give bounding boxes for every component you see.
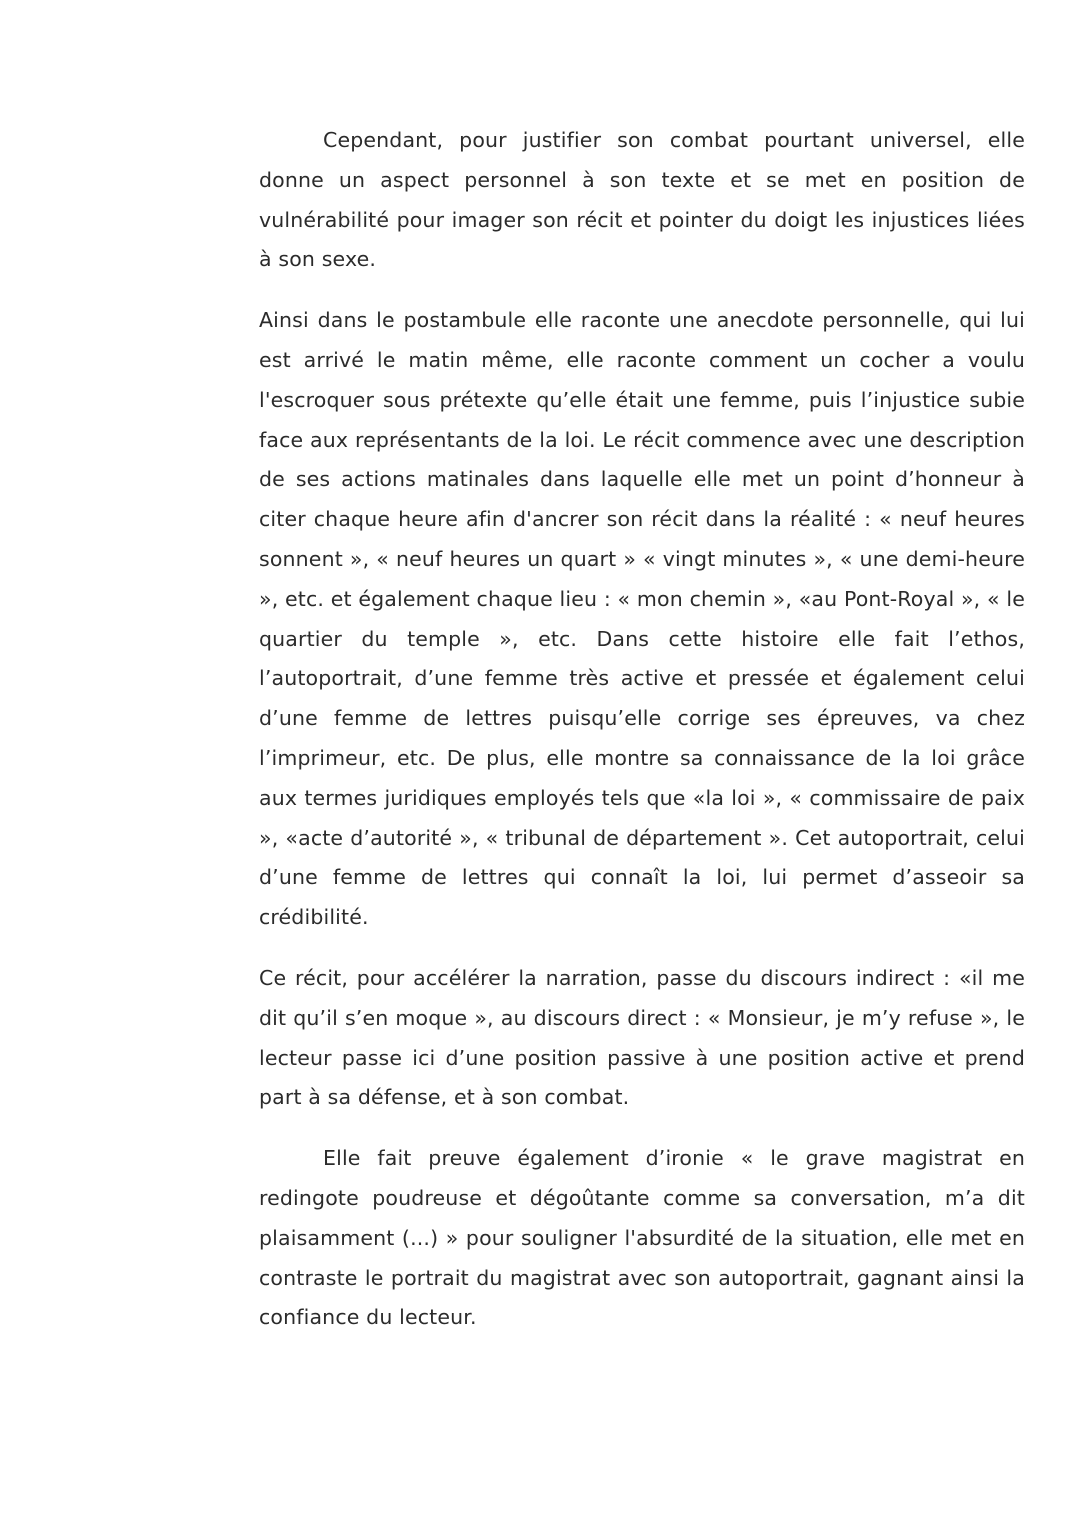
paragraph-spacer — [259, 1118, 1025, 1139]
paragraph-4: Elle fait preuve également d’ironie « le grave magistrat en redingote poudreuse et dégoûtante comme sa conversation, m’a dit plaisamment (...) » pour souligner l'absurdité de la situation, elle met en contraste le portrait du magistrat avec son autoportrait, gagnant ainsi la confiance du lecteur. — [259, 1146, 1025, 1330]
paragraph-spacer — [259, 280, 1025, 301]
paragraph-3: Ce récit, pour accélérer la narration, passe du discours indirect : «il me dit qu’il s’en moque », au discours direct : « Monsieur, je m’y refuse », le lecteur passe ici d’une position passive à une position active et prend part à sa défense, et à son combat. — [259, 965, 1025, 1110]
paragraph-spacer — [259, 938, 1025, 959]
paragraph-1: Cependant, pour justifier son combat pourtant universel, elle donne un aspect personnel à son texte et se met en position de vulnérabilité pour imager son récit et pointer du doigt les injustices liées à son sexe. — [259, 128, 1025, 272]
document-page — [259, 121, 1025, 1338]
paragraph-2: Ainsi dans le postambule elle raconte une anecdote personnelle, qui lui est arrivé le matin même, elle raconte comment un cocher a voulu l'escroquer sous prétexte qu’elle était une femme, puis l’injustice subie face aux représentants de la loi. Le récit commence avec une description de ses actions matinales dans laquelle elle met un point d’honneur à citer chaque heure afin d'ancrer son récit dans la réalité : « neuf heures sonnent », « neuf heures un quart » « vingt minutes », « une demi-heure », etc. et également chaque lieu : « mon chemin », «au Pont-Royal », « le quartier du temple », etc. Dans cette histoire elle fait l’ethos, l’autoportrait, d’une femme très active et pressée et également celui d’une femme de lettres puisqu’elle corrige ses épreuves, va chez l’imprimeur, etc. De plus, elle montre sa connaissance de la loi grâce aux termes juridiques employés tels que «la loi », « commissaire de paix », «acte d’autorité », « tribunal de département ». Cet autoportrait, celui d’une femme de lettres qui connaît la loi, lui permet d’asseoir sa crédibilité. — [259, 308, 1025, 930]
